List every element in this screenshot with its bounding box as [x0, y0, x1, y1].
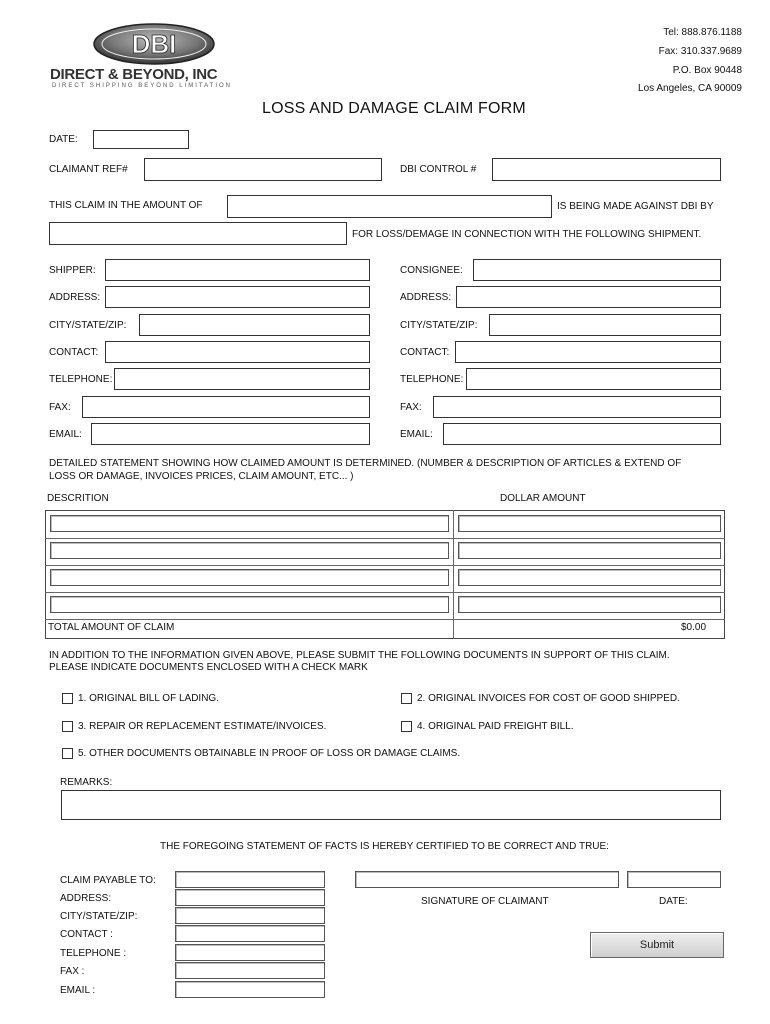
- table-rule: [45, 592, 725, 593]
- table-rule: [45, 538, 725, 539]
- table-rule: [45, 565, 725, 566]
- remarks-label: REMARKS:: [60, 777, 113, 788]
- shipper-telephone-label: TELEPHONE:: [49, 374, 113, 385]
- shipper-input[interactable]: [105, 259, 370, 281]
- description-input-2[interactable]: [50, 542, 449, 559]
- payable-contact-label: CONTACT :: [60, 929, 113, 940]
- company-tel: Tel: 888.876.1188: [663, 27, 742, 38]
- total-value: $0.00: [681, 622, 707, 633]
- shipper-contact-label: CONTACT:: [49, 347, 99, 358]
- date-input[interactable]: [93, 130, 189, 149]
- shipper-city-label: CITY/STATE/ZIP:: [49, 320, 127, 331]
- description-input-3[interactable]: [50, 569, 449, 586]
- shipper-contact-input[interactable]: [105, 341, 370, 363]
- consignee-telephone-label: TELEPHONE:: [400, 374, 464, 385]
- checkbox-invoices[interactable]: [401, 693, 412, 704]
- docs-line-1: IN ADDITION TO THE INFORMATION GIVEN ABOVE, PLEASE SUBMIT THE FOLLOWING DOCUMENTS IN SUPPORT OF THIS CLAIM.: [49, 650, 670, 661]
- submit-button[interactable]: Submit: [590, 932, 724, 958]
- description-input-4[interactable]: [50, 596, 449, 613]
- payable-email-label: EMAIL :: [60, 985, 96, 996]
- checkbox-4-label: 4. ORIGINAL PAID FREIGHT BILL.: [417, 721, 574, 732]
- amount-input-1[interactable]: [458, 515, 721, 532]
- consignee-input[interactable]: [473, 259, 721, 281]
- claimant-ref-label: CLAIMANT REF#: [49, 164, 128, 175]
- signature-date-label: DATE:: [659, 896, 688, 907]
- consignee-contact-input[interactable]: [455, 341, 721, 363]
- amount-input-3[interactable]: [458, 569, 721, 586]
- shipper-city-input[interactable]: [139, 314, 370, 336]
- dbi-control-input[interactable]: [492, 158, 721, 181]
- consignee-telephone-input[interactable]: [466, 368, 721, 390]
- date-label: DATE:: [49, 134, 78, 145]
- company-po-box: P.O. Box 90448: [672, 65, 742, 76]
- consignee-address-label: ADDRESS:: [400, 292, 452, 303]
- shipper-address-label: ADDRESS:: [49, 292, 101, 303]
- payable-fax-input[interactable]: [175, 962, 325, 979]
- consignee-fax-input[interactable]: [433, 396, 721, 418]
- payable-fax-label: FAX :: [60, 966, 85, 977]
- checkbox-1-label: 1. ORIGINAL BILL OF LADING.: [78, 693, 219, 704]
- consignee-label: CONSIGNEE:: [400, 265, 463, 276]
- shipper-fax-label: FAX:: [49, 402, 71, 413]
- shipper-fax-input[interactable]: [82, 396, 370, 418]
- checkbox-freight-bill[interactable]: [401, 721, 412, 732]
- consignee-city-input[interactable]: [489, 314, 721, 336]
- payable-city-label: CITY/STATE/ZIP:: [60, 911, 138, 922]
- payable-email-input[interactable]: [175, 981, 325, 998]
- against-label: IS BEING MADE AGAINST DBI BY: [557, 201, 714, 212]
- description-input-1[interactable]: [50, 515, 449, 532]
- signature-input[interactable]: [355, 871, 619, 888]
- company-city: Los Angeles, CA 90009: [638, 83, 742, 94]
- consignee-address-input[interactable]: [456, 286, 721, 308]
- payable-input[interactable]: [175, 871, 325, 888]
- dbi-control-label: DBI CONTROL #: [400, 164, 477, 175]
- payable-contact-input[interactable]: [175, 925, 325, 942]
- claimant-ref-input[interactable]: [144, 158, 382, 181]
- form-title: LOSS AND DAMAGE CLAIM FORM: [262, 100, 526, 117]
- claim-amount-input[interactable]: [227, 195, 552, 218]
- for-loss-label: FOR LOSS/DEMAGE IN CONNECTION WITH THE FOLLOWING SHIPMENT.: [352, 229, 702, 240]
- company-name: DIRECT & BEYOND, INC: [50, 66, 218, 83]
- payable-address-label: ADDRESS:: [60, 893, 112, 904]
- signature-label: SIGNATURE OF CLAIMANT: [421, 896, 549, 907]
- checkbox-3-label: 3. REPAIR OR REPLACEMENT ESTIMATE/INVOICES.: [78, 721, 327, 732]
- amount-header: DOLLAR AMOUNT: [500, 493, 586, 504]
- checkbox-bill-of-lading[interactable]: [62, 693, 73, 704]
- payable-telephone-label: TELEPHONE :: [60, 948, 127, 959]
- consignee-email-input[interactable]: [443, 423, 721, 445]
- certify-text: THE FOREGOING STATEMENT OF FACTS IS HEREBY CERTIFIED TO BE CORRECT AND TRUE:: [160, 841, 609, 852]
- consignee-fax-label: FAX:: [400, 402, 422, 413]
- checkbox-2-label: 2. ORIGINAL INVOICES FOR COST OF GOOD SHIPPED.: [417, 693, 680, 704]
- claimant-name-input[interactable]: [49, 222, 347, 245]
- payable-label: CLAIM PAYABLE TO:: [60, 875, 156, 886]
- shipper-email-input[interactable]: [91, 423, 370, 445]
- shipper-address-input[interactable]: [105, 286, 370, 308]
- remarks-input[interactable]: [61, 790, 721, 820]
- checkbox-repair-estimate[interactable]: [62, 721, 73, 732]
- consignee-email-label: EMAIL:: [400, 429, 433, 440]
- amount-input-2[interactable]: [458, 542, 721, 559]
- consignee-contact-label: CONTACT:: [400, 347, 450, 358]
- shipper-label: SHIPPER:: [49, 265, 96, 276]
- payable-address-input[interactable]: [175, 889, 325, 906]
- total-label: TOTAL AMOUNT OF CLAIM: [48, 622, 175, 633]
- consignee-city-label: CITY/STATE/ZIP:: [400, 320, 478, 331]
- table-rule: [45, 619, 725, 620]
- company-tagline: DIRECT SHIPPING BEYOND LIMITATION: [52, 83, 233, 89]
- logo-text: DBI: [131, 29, 177, 59]
- shipper-telephone-input[interactable]: [114, 368, 370, 390]
- statement-line-1: DETAILED STATEMENT SHOWING HOW CLAIMED AMOUNT IS DETERMINED. (NUMBER & DESCRIPTION OF ARTICLES & EXTEND OF: [49, 458, 682, 469]
- statement-line-2: LOSS OR DAMAGE, INVOICES PRICES, CLAIM AMOUNT, ETC... ): [49, 471, 354, 482]
- payable-city-input[interactable]: [175, 907, 325, 924]
- checkbox-5-label: 5. OTHER DOCUMENTS OBTAINABLE IN PROOF OF LOSS OR DAMAGE CLAIMS.: [78, 748, 461, 759]
- claim-amount-label: THIS CLAIM IN THE AMOUNT OF: [49, 200, 203, 211]
- signature-date-input[interactable]: [627, 871, 721, 888]
- docs-line-2: PLEASE INDICATE DOCUMENTS ENCLOSED WITH A CHECK MARK: [49, 662, 368, 673]
- description-header: DESCRITION: [47, 493, 109, 504]
- payable-telephone-input[interactable]: [175, 944, 325, 961]
- company-fax: Fax: 310.337.9689: [658, 46, 742, 57]
- checkbox-other-documents[interactable]: [62, 748, 73, 759]
- amount-input-4[interactable]: [458, 596, 721, 613]
- shipper-email-label: EMAIL:: [49, 429, 82, 440]
